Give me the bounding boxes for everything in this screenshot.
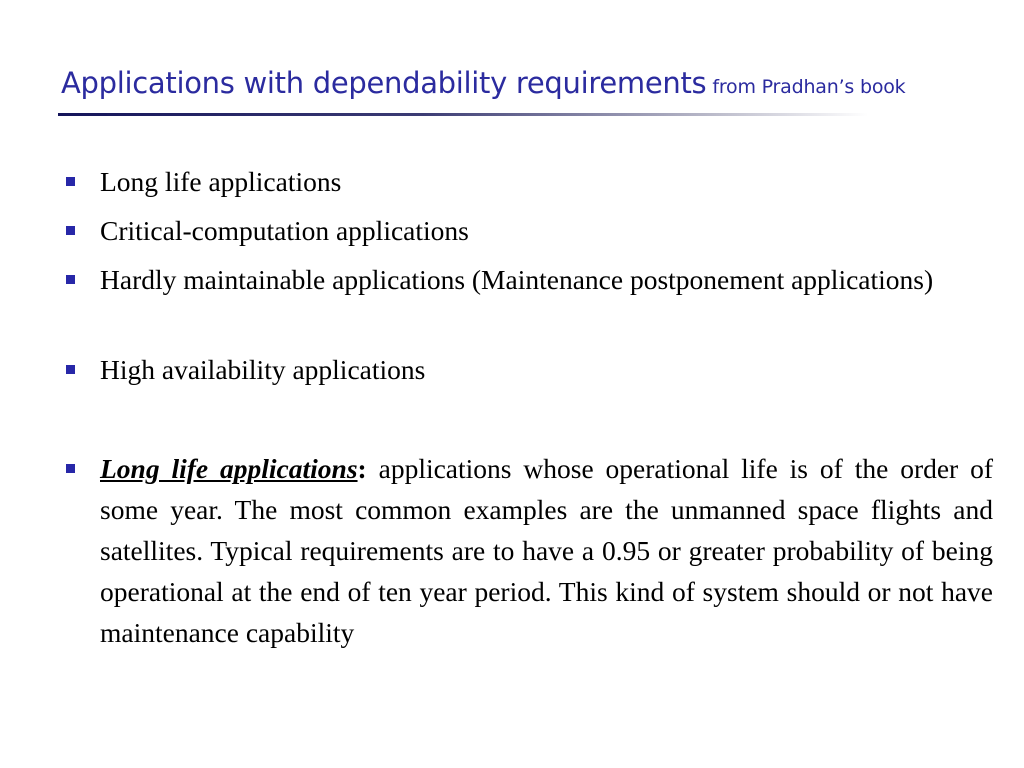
title-main: Applications with dependability requirements (61, 66, 707, 100)
bullet-text: Long life applications (100, 166, 342, 197)
square-bullet-icon (66, 365, 75, 374)
bullet-item-hardly-maintainable (100, 259, 960, 300)
definition-term: Long life applications (100, 453, 358, 484)
bullet-text: High availability applications (100, 354, 426, 385)
bullet-item-definition (100, 448, 993, 653)
title-source: from Pradhan’s book (712, 76, 906, 98)
bullet-item-long-life (100, 161, 341, 202)
square-bullet-icon (66, 177, 75, 186)
definition-colon: : (357, 453, 367, 484)
square-bullet-icon (66, 275, 75, 284)
bullet-text: Critical-computation applications (100, 215, 469, 246)
definition-text: applications whose operational life is of the order of some year. The most common examples are the unmanned space flights and satellites. Typical requirements are to have a 0.95 or greater probability of being operational at the end of ten year period. This kind of system should or not have maintenance capability (100, 453, 994, 648)
bullet-item-critical-computation (100, 210, 469, 251)
square-bullet-icon (66, 464, 75, 473)
bullet-item-high-availability (100, 349, 425, 390)
square-bullet-icon (66, 226, 75, 235)
bullet-text: Hardly maintainable applications (Maintenance postponement applications) (100, 264, 934, 295)
